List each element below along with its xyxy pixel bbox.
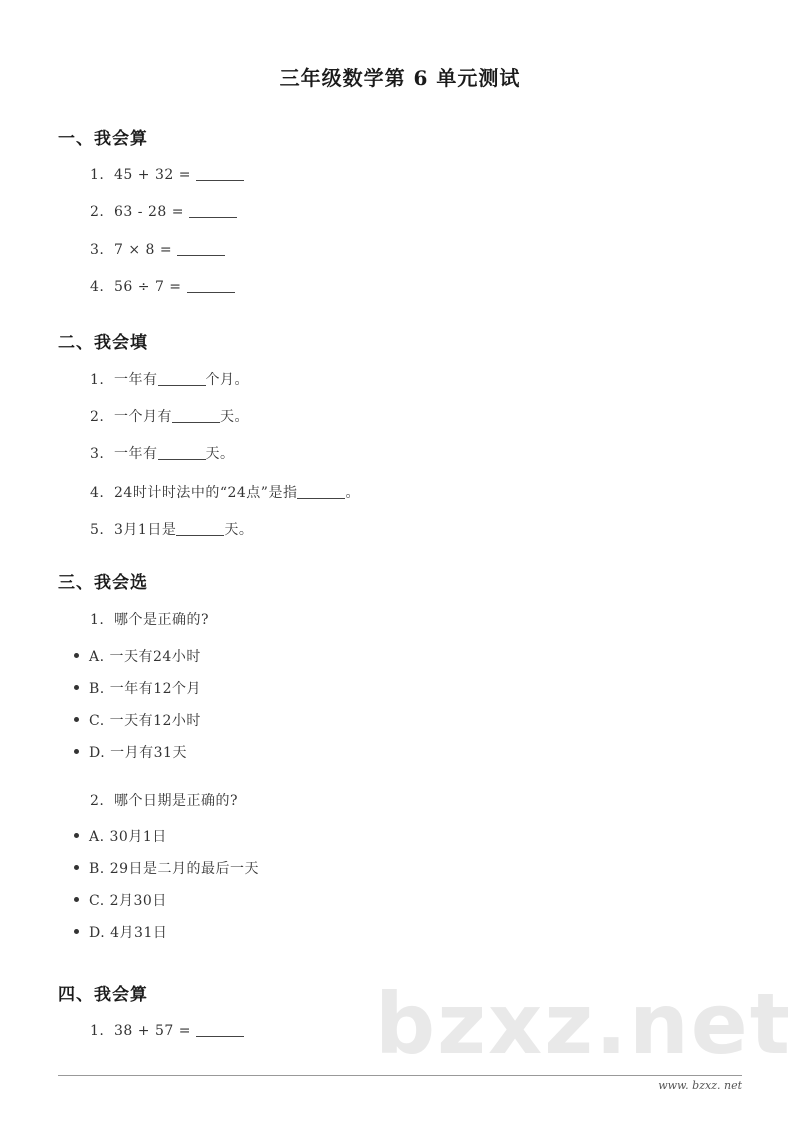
question-text: 一年有 bbox=[114, 446, 158, 462]
choice-option[interactable] bbox=[74, 710, 201, 730]
answer-blank[interactable] bbox=[189, 203, 237, 218]
question-item bbox=[90, 241, 225, 258]
question-number: 1. bbox=[90, 1023, 105, 1039]
bullet-icon bbox=[74, 865, 79, 870]
footer-url[interactable]: www. bzxz. net bbox=[658, 1079, 742, 1092]
question-item bbox=[90, 790, 238, 810]
choice-option[interactable] bbox=[74, 858, 259, 878]
option-text: A. 30月1日 bbox=[89, 829, 167, 845]
bullet-icon bbox=[74, 897, 79, 902]
question-number: 1. bbox=[90, 372, 105, 388]
bullet-icon bbox=[74, 685, 79, 690]
question-number: 2. bbox=[90, 204, 105, 220]
question-number: 4. bbox=[90, 485, 105, 501]
choice-option[interactable] bbox=[74, 922, 167, 942]
footer-divider bbox=[58, 1075, 742, 1076]
question-item bbox=[90, 166, 244, 183]
question-item bbox=[90, 278, 235, 295]
option-text: D. 4月31日 bbox=[89, 925, 168, 941]
answer-blank[interactable] bbox=[176, 521, 224, 536]
question-item bbox=[90, 406, 249, 426]
choice-option[interactable] bbox=[74, 826, 167, 846]
bullet-icon bbox=[74, 833, 79, 838]
answer-blank[interactable] bbox=[187, 278, 235, 293]
option-text: B. 一年有12个月 bbox=[89, 681, 202, 697]
question-text-end: 个月。 bbox=[205, 372, 249, 388]
option-text: C. 2月30日 bbox=[89, 893, 167, 909]
question-text: 38 + 57 = bbox=[114, 1023, 191, 1039]
question-text-end: 天。 bbox=[220, 409, 249, 425]
question-number: 5. bbox=[90, 522, 105, 538]
choice-option[interactable] bbox=[74, 646, 201, 666]
question-text: 7 × 8 = bbox=[114, 242, 173, 258]
choice-option[interactable] bbox=[74, 742, 187, 762]
question-item bbox=[90, 369, 249, 389]
answer-blank[interactable] bbox=[196, 1022, 244, 1037]
question-text: 一个月有 bbox=[114, 409, 172, 425]
bullet-icon bbox=[74, 717, 79, 722]
question-number: 1. bbox=[90, 612, 105, 628]
question-number: 3. bbox=[90, 242, 105, 258]
watermark: bzxz.net bbox=[375, 975, 792, 1073]
question-text: 哪个是正确的? bbox=[114, 612, 210, 628]
question-text: 一年有 bbox=[114, 372, 158, 388]
question-item bbox=[90, 519, 253, 539]
bullet-icon bbox=[74, 749, 79, 754]
question-number: 2. bbox=[90, 793, 105, 809]
question-text: 63 - 28 = bbox=[114, 204, 184, 220]
choice-option[interactable] bbox=[74, 678, 201, 698]
section-heading: 三、我会选 bbox=[58, 573, 148, 593]
question-item bbox=[90, 443, 235, 463]
question-item bbox=[90, 203, 237, 220]
answer-blank[interactable] bbox=[177, 241, 225, 256]
question-number: 4. bbox=[90, 279, 105, 295]
option-text: A. 一天有24小时 bbox=[89, 649, 201, 665]
question-item bbox=[90, 482, 360, 502]
question-item bbox=[90, 1022, 244, 1039]
question-text: 45 + 32 = bbox=[114, 167, 191, 183]
question-number: 3. bbox=[90, 446, 105, 462]
question-text: 3月1日是 bbox=[114, 522, 177, 538]
question-text: 24时计时法中的“24点”是指 bbox=[114, 485, 298, 501]
question-text: 哪个日期是正确的? bbox=[114, 793, 239, 809]
answer-blank[interactable] bbox=[297, 484, 345, 499]
answer-blank[interactable] bbox=[158, 371, 206, 386]
page-title: 三年级数学第 6 单元测试 bbox=[279, 66, 521, 90]
bullet-icon bbox=[74, 653, 79, 658]
question-number: 1. bbox=[90, 167, 105, 183]
section-heading: 一、我会算 bbox=[58, 129, 148, 149]
choice-option[interactable] bbox=[74, 890, 167, 910]
question-text-end: 。 bbox=[345, 485, 360, 501]
question-text-end: 天。 bbox=[205, 446, 235, 462]
option-text: D. 一月有31天 bbox=[89, 745, 187, 761]
bullet-icon bbox=[74, 929, 79, 934]
answer-blank[interactable] bbox=[158, 445, 206, 460]
question-text: 56 ÷ 7 = bbox=[114, 279, 182, 295]
answer-blank[interactable] bbox=[172, 408, 220, 423]
option-text: B. 29日是二月的最后一天 bbox=[89, 861, 260, 877]
answer-blank[interactable] bbox=[196, 166, 244, 181]
question-item bbox=[90, 609, 209, 629]
section-heading: 四、我会算 bbox=[58, 985, 148, 1005]
section-heading: 二、我会填 bbox=[58, 333, 148, 353]
option-text: C. 一天有12小时 bbox=[89, 713, 201, 729]
question-text-end: 天。 bbox=[224, 522, 254, 538]
question-number: 2. bbox=[90, 409, 105, 425]
